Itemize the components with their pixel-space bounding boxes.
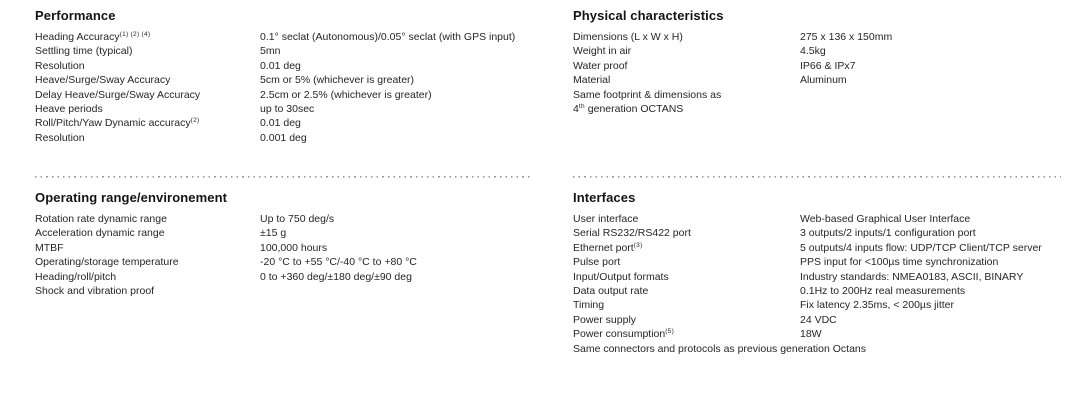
spec-row: [35, 226, 573, 240]
spec-value: Web-based Graphical User Interface: [800, 213, 971, 225]
spec-label: [35, 270, 260, 284]
spec-label: [573, 212, 800, 226]
spec-value: Industry standards: NMEA0183, ASCII, BINARY: [800, 270, 1024, 283]
spec-label: [573, 241, 800, 255]
spec-row: [573, 226, 1091, 240]
spec-row: [35, 131, 573, 145]
spec-value: 0.01 deg: [260, 117, 301, 130]
spec-label: [573, 30, 800, 44]
footnote-sup: (1) (2) (4): [119, 31, 151, 38]
spec-value: 4.5kg: [800, 45, 826, 58]
section-physical-characteristics: [573, 9, 1091, 176]
spec-value: 0.01 deg: [260, 59, 301, 72]
spec-label: [573, 59, 800, 73]
spec-label: [35, 226, 260, 240]
spec-value: up to 30sec: [260, 103, 315, 116]
physical-characteristics-rows: [573, 30, 1091, 116]
spec-value: 0 to +360 deg/±180 deg/±90 deg: [260, 270, 412, 283]
spec-label: [573, 255, 800, 269]
spec-label: [573, 313, 800, 327]
spec-label: [35, 131, 260, 145]
spec-value: 5 outputs/4 inputs flow: UDP/TCP Client/TCP server: [800, 241, 1042, 254]
spec-label: [35, 30, 260, 44]
label-text: Weight in air: [573, 45, 632, 58]
label-text: Power consumption: [573, 328, 666, 341]
label-text: Data output rate: [573, 285, 649, 298]
spec-row: [35, 116, 573, 130]
label-text: Pulse port: [573, 256, 621, 269]
spec-value: Aluminum: [800, 74, 847, 87]
spec-label: [35, 241, 260, 255]
label-text: Resolution: [35, 131, 85, 144]
label-text: Rotation rate dynamic range: [35, 213, 167, 225]
spec-value: 0.001 deg: [260, 131, 307, 144]
spec-value: 100,000 hours: [260, 241, 328, 254]
spec-value: 0.1° seclat (Autonomous)/0.05° seclat (with GPS input): [260, 31, 516, 43]
spec-row: [35, 73, 573, 87]
label-text: User interface: [573, 213, 639, 225]
spec-row: [573, 298, 1091, 312]
label-text: Ethernet port: [573, 241, 634, 254]
section-interfaces: [573, 178, 1091, 356]
spec-label: [35, 284, 260, 298]
spec-value: [800, 88, 1091, 102]
spec-row: [573, 313, 1091, 327]
spec-label: [573, 284, 800, 298]
spec-label: [573, 102, 800, 116]
label-text: Same footprint & dimensions as: [573, 88, 722, 101]
spec-label: [35, 73, 260, 87]
spec-label: [35, 59, 260, 73]
label-text: Dimensions (L x W x H): [573, 31, 683, 43]
spec-label: [573, 44, 800, 58]
label-text: Heading/roll/pitch: [35, 270, 117, 283]
label-text: Water proof: [573, 59, 628, 72]
label-text: Same connectors and protocols as previous generation Octans: [573, 342, 867, 355]
spec-label: [573, 327, 800, 341]
spec-label: [573, 298, 800, 312]
spec-row: [573, 284, 1091, 298]
spec-label: [573, 226, 800, 240]
label-text: Power supply: [573, 313, 637, 326]
spec-row: [573, 44, 1091, 58]
footnote-sup: (3): [633, 241, 643, 249]
spec-row: [573, 342, 1091, 356]
spec-value: IP66 & IPx7: [800, 59, 856, 72]
spec-value: 18W: [800, 328, 822, 341]
spec-row: [35, 102, 573, 116]
footnote-sup: (2): [190, 117, 200, 125]
label-text: Heave/Surge/Sway Accuracy: [35, 74, 171, 87]
spec-value: 3 outputs/2 inputs/1 configuration port: [800, 227, 976, 240]
label-text: Timing: [573, 299, 605, 312]
spec-row: [35, 284, 573, 298]
footnote-sup: (5): [665, 328, 675, 336]
spec-label: [35, 212, 260, 226]
section-title-physical-characteristics: Physical characteristics: [573, 8, 724, 23]
spec-value: 24 VDC: [800, 313, 837, 326]
spec-value: [866, 342, 1091, 356]
spec-row: [573, 73, 1091, 87]
section-title-operating-range: Operating range/environement: [35, 190, 228, 205]
label-text: Serial RS232/RS422 port: [573, 227, 691, 240]
spec-label: [35, 102, 260, 116]
label-text: Operating/storage temperature: [35, 256, 179, 269]
label-text: Resolution: [35, 59, 85, 72]
spec-value: 0.1Hz to 200Hz real measurements: [800, 285, 966, 298]
spec-row: [573, 212, 1091, 226]
operating-range-rows: [35, 212, 573, 298]
spec-label: [573, 73, 800, 87]
label-text: Shock and vibration proof: [35, 285, 155, 298]
label-text: Roll/Pitch/Yaw Dynamic accuracy: [35, 117, 191, 130]
spec-value: 2.5cm or 2.5% (whichever is greater): [260, 88, 432, 101]
spec-row: [573, 30, 1091, 44]
spec-value: Fix latency 2.35ms, < 200µs jitter: [800, 299, 954, 312]
label-text: Heave periods: [35, 103, 103, 116]
spec-label: [573, 88, 800, 102]
spec-row: [35, 44, 573, 58]
spec-row: [35, 30, 573, 44]
right-column: [573, 9, 1091, 413]
spec-label: [573, 342, 866, 356]
spec-row: [573, 102, 1091, 116]
section-title-performance: Performance: [35, 8, 116, 23]
spec-row: [573, 88, 1091, 102]
spec-value: 5cm or 5% (whichever is greater): [260, 74, 415, 87]
spec-row: [573, 270, 1091, 284]
spec-label: [35, 116, 260, 130]
label-text: Input/Output formats: [573, 270, 669, 283]
label-text: Settling time (typical): [35, 45, 133, 58]
spec-row: [35, 59, 573, 73]
spec-row: [35, 255, 573, 269]
section-operating-range: [35, 178, 573, 298]
label-text: Material: [573, 74, 611, 87]
spec-row: [35, 270, 573, 284]
spec-row: [573, 327, 1091, 341]
spec-row: [573, 241, 1091, 255]
interfaces-rows: [573, 212, 1091, 356]
spec-value: 275 x 136 x 150mm: [800, 31, 893, 43]
spec-value: [800, 102, 1091, 116]
spec-label: [35, 44, 260, 58]
label-text: Acceleration dynamic range: [35, 227, 165, 240]
label-text: Heading Accuracy: [35, 31, 120, 43]
label-text: 4: [573, 103, 579, 116]
spec-value: [260, 284, 573, 298]
spec-row: [573, 255, 1091, 269]
spec-label: [35, 255, 260, 269]
spec-label: [35, 88, 260, 102]
spec-row: [35, 88, 573, 102]
footnote-sup: th: [578, 103, 585, 111]
label-text: MTBF: [35, 241, 64, 254]
section-performance: [35, 9, 573, 176]
spec-row: [35, 241, 573, 255]
spec-value: 5mn: [260, 45, 281, 58]
spec-value: -20 °C to +55 °C/-40 °C to +80 °C: [260, 256, 417, 269]
spec-row: [35, 212, 573, 226]
performance-rows: [35, 30, 573, 145]
spec-label: [573, 270, 800, 284]
spec-row: [573, 59, 1091, 73]
left-column: [35, 9, 573, 413]
section-title-interfaces: Interfaces: [573, 190, 636, 205]
spec-value: PPS input for <100µs time synchronization: [800, 256, 999, 269]
spec-value: Up to 750 deg/s: [260, 213, 335, 225]
label-text: Delay Heave/Surge/Sway Accuracy: [35, 88, 201, 101]
spec-value: ±15 g: [260, 227, 287, 240]
label-text-after-sup: generation OCTANS: [584, 103, 684, 116]
